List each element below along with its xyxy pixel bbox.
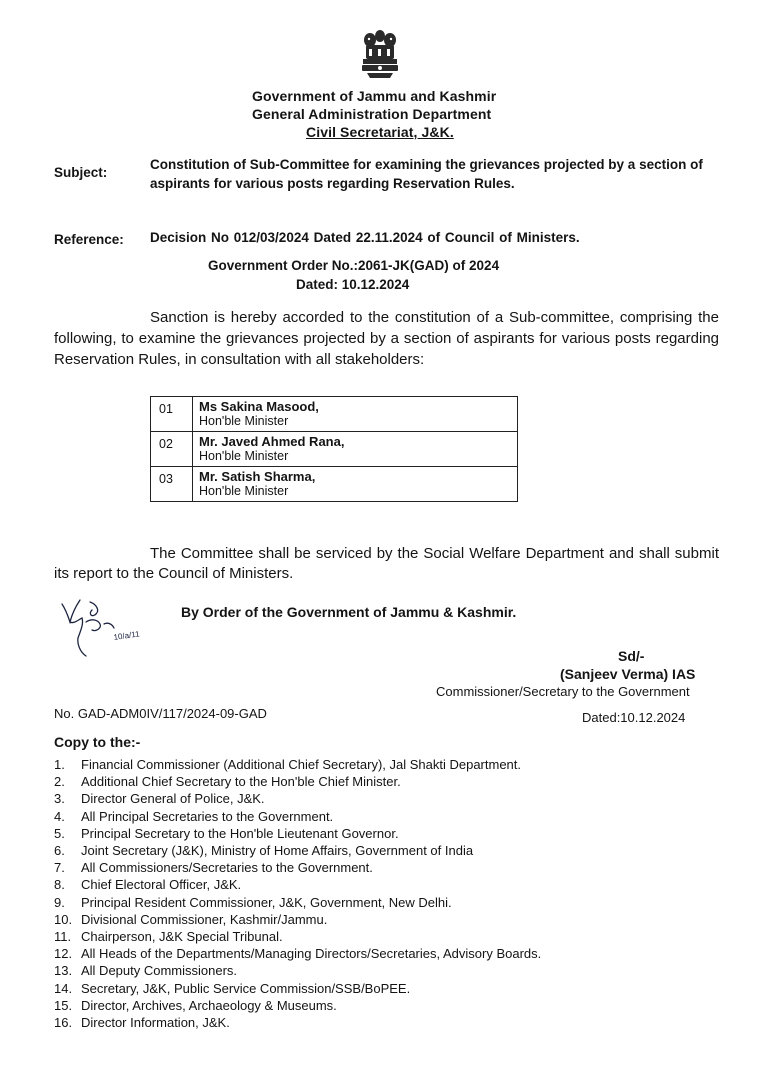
member-name: Mr. Satish Sharma, bbox=[199, 469, 316, 484]
list-item bbox=[54, 945, 541, 962]
government-order-number: Government Order No.:2061-JK(GAD) of 2024 bbox=[208, 258, 500, 273]
list-number: 11. bbox=[54, 929, 72, 945]
handwritten-signature bbox=[56, 596, 142, 666]
members-table bbox=[150, 396, 518, 502]
list-number: 2. bbox=[54, 774, 65, 790]
list-text: Joint Secretary (J&K), Ministry of Home Affairs, Government of India bbox=[81, 843, 474, 859]
list-number: 10. bbox=[54, 911, 73, 927]
list-item bbox=[54, 790, 541, 807]
list-number: 4. bbox=[54, 808, 65, 824]
list-item bbox=[54, 842, 541, 859]
list-text: All Deputy Commissioners. bbox=[81, 963, 238, 979]
committee-paragraph: The Committee shall be serviced by the Social Welfare Department and shall submit its report to the Council of Ministers. bbox=[54, 545, 719, 582]
list-number: 7. bbox=[54, 860, 65, 876]
signatory-designation: Commissioner/Secretary to the Government bbox=[436, 684, 690, 699]
list-text: Divisional Commissioner, Kashmir/Jammu. bbox=[81, 911, 328, 927]
copy-to-list bbox=[54, 756, 541, 1031]
list-text: Director General of Police, J&K. bbox=[81, 791, 265, 807]
list-item bbox=[54, 997, 541, 1014]
subject-label: Subject: bbox=[54, 165, 108, 180]
table-row bbox=[151, 432, 518, 467]
list-text: Chief Electoral Officer, J&K. bbox=[81, 877, 242, 893]
copy-to-heading: Copy to the:- bbox=[54, 734, 141, 750]
table-row bbox=[151, 467, 518, 502]
list-text: Additional Chief Secretary to the Hon'ble Chief Minister. bbox=[81, 774, 401, 790]
list-text: Director, Archives, Archaeology & Museums. bbox=[81, 997, 337, 1013]
member-role: Hon'ble Minister bbox=[199, 484, 289, 498]
list-text: Principal Resident Commissioner, J&K, Government, New Delhi. bbox=[81, 894, 452, 910]
reference-text: Decision No 012/03/2024 Dated 22.11.2024 of Council of Ministers. bbox=[150, 230, 580, 245]
list-number: 8. bbox=[54, 877, 65, 893]
list-text: Director Information, J&K. bbox=[81, 1015, 230, 1031]
state-emblem-icon bbox=[357, 28, 403, 84]
list-number: 6. bbox=[54, 843, 65, 859]
list-item bbox=[54, 808, 541, 825]
header-secretariat: Civil Secretariat, J&K. bbox=[306, 124, 454, 140]
list-number: 5. bbox=[54, 825, 65, 841]
list-number: 13. bbox=[54, 963, 73, 979]
list-number: 9. bbox=[54, 894, 65, 910]
signatory-name: (Sanjeev Verma) IAS bbox=[560, 666, 696, 682]
reference-label: Reference: bbox=[54, 232, 124, 247]
list-text: All Principal Secretaries to the Government. bbox=[81, 808, 334, 824]
list-item bbox=[54, 876, 541, 893]
member-name: Ms Sakina Masood, bbox=[199, 399, 319, 414]
svg-text:10/a/11: 10/a/11 bbox=[113, 629, 141, 642]
list-text: All Heads of the Departments/Managing Directors/Secretaries, Advisory Boards. bbox=[81, 946, 542, 962]
list-text: Financial Commissioner (Additional Chief Secretary), Jal Shakti Department. bbox=[81, 757, 522, 772]
sanction-paragraph: Sanction is hereby accorded to the constitution of a Sub-committee, comprising the following, to examine the grievances projected by a section of aspirants for various posts regarding Reservation Rules, in consultation with all stakeholders: bbox=[54, 309, 719, 368]
member-number: 02 bbox=[151, 432, 193, 467]
list-item bbox=[54, 825, 541, 842]
member-role: Hon'ble Minister bbox=[199, 414, 289, 428]
member-role: Hon'ble Minister bbox=[199, 449, 289, 463]
list-item bbox=[54, 928, 541, 945]
list-number: 12. bbox=[54, 946, 73, 962]
list-item bbox=[54, 1014, 541, 1031]
list-item bbox=[54, 962, 541, 979]
file-number: No. GAD-ADM0IV/117/2024-09-GAD bbox=[54, 706, 267, 721]
member-cell bbox=[193, 467, 518, 502]
by-order-line: By Order of the Government of Jammu & Kashmir. bbox=[181, 604, 517, 620]
list-text: Secretary, J&K, Public Service Commission/SSB/BoPEE. bbox=[81, 980, 411, 996]
table-row bbox=[151, 397, 518, 432]
list-item bbox=[54, 859, 541, 876]
government-order-date: Dated: 10.12.2024 bbox=[296, 277, 410, 292]
list-text: Principal Secretary to the Hon'ble Lieutenant Governor. bbox=[81, 825, 399, 841]
issue-date: Dated:10.12.2024 bbox=[582, 710, 686, 725]
signatory-sd: Sd/- bbox=[618, 648, 645, 664]
header-department: General Administration Department bbox=[252, 106, 492, 122]
member-cell bbox=[193, 432, 518, 467]
list-number: 3. bbox=[54, 791, 65, 807]
list-number: 15. bbox=[54, 997, 73, 1013]
list-number: 1. bbox=[54, 757, 65, 772]
member-cell bbox=[193, 397, 518, 432]
list-text: Chairperson, J&K Special Tribunal. bbox=[81, 929, 283, 945]
list-item bbox=[54, 980, 541, 997]
member-name: Mr. Javed Ahmed Rana, bbox=[199, 434, 345, 449]
list-item bbox=[54, 756, 541, 773]
member-number: 03 bbox=[151, 467, 193, 502]
list-number: 14. bbox=[54, 980, 73, 996]
list-text: All Commissioners/Secretaries to the Government. bbox=[81, 860, 373, 876]
list-item bbox=[54, 911, 541, 928]
subject-text: Constitution of Sub-Committee for examining the grievances projected by a section of aspirants for various posts regarding Reservation Rules. bbox=[150, 157, 703, 191]
member-number: 01 bbox=[151, 397, 193, 432]
list-number: 16. bbox=[54, 1015, 73, 1031]
list-item bbox=[54, 773, 541, 790]
header-government: Government of Jammu and Kashmir bbox=[252, 88, 497, 104]
list-item bbox=[54, 894, 541, 911]
